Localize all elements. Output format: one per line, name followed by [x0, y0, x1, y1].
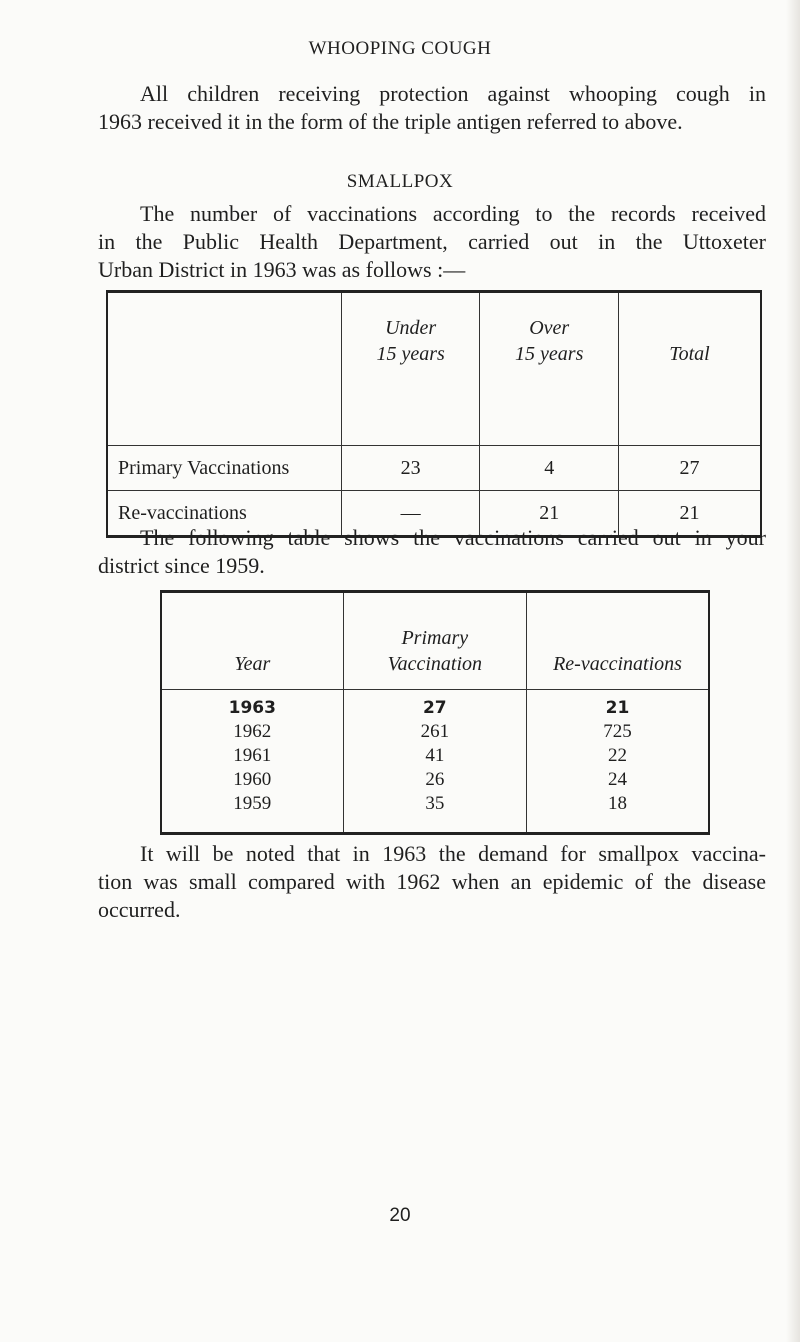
page-edge: [786, 0, 800, 1342]
page-number: 20: [389, 1205, 411, 1226]
row-label: Primary Vaccinations: [107, 446, 341, 491]
table-header-over-15: [480, 292, 619, 446]
table-cell: 26: [343, 768, 526, 792]
table-cell: 261: [343, 720, 526, 744]
paragraph-line: The following table shows the vaccinations carried out in your: [140, 525, 766, 550]
table-header-blank: [107, 292, 341, 446]
table-cell: 22: [608, 745, 627, 766]
table-row: [161, 792, 709, 834]
table-header-year: Year: [161, 592, 343, 690]
table-cell-year: 1963: [161, 690, 343, 721]
table-header-total: [618, 292, 761, 446]
table-row: [161, 720, 709, 744]
table-cell: 21: [605, 698, 630, 718]
table-cell: 27: [618, 446, 761, 491]
table-header-row: [107, 292, 761, 446]
paragraph-line: district since 1959.: [98, 553, 265, 578]
table-cell-year: 1961: [161, 744, 343, 768]
closing-paragraph: [98, 840, 766, 924]
header-line: Under 15 years: [376, 317, 445, 365]
row-label: Re-vaccinations: [107, 491, 341, 537]
table-row: [161, 744, 709, 768]
table-cell: 18: [608, 793, 627, 814]
table-cell: 27: [343, 690, 526, 721]
paragraph-line: in the Public Health Department, carried out in the Uttoxeter: [98, 229, 766, 254]
paragraph-line: occurred.: [98, 897, 181, 922]
table-header-row: [161, 592, 709, 690]
table-cell: 35: [343, 792, 526, 834]
vaccinations-by-age-table: [106, 290, 762, 538]
whooping-cough-paragraph: [98, 80, 766, 136]
table-cell: 23: [341, 446, 480, 491]
whooping-cough-heading: WHOOPING COUGH: [308, 38, 492, 59]
table-header-revaccinations: Re-vaccinations: [527, 592, 709, 690]
paragraph-line: All children receiving protection against whooping cough in: [140, 81, 766, 106]
table-cell-year: 1960: [161, 768, 343, 792]
table-cell: 24: [608, 769, 627, 790]
paragraph-line: 1963 received it in the form of the triple antigen referred to above.: [98, 109, 683, 134]
paragraph-line: Urban District in 1963 was as follows :—: [98, 257, 466, 282]
table-row: [161, 768, 709, 792]
header-line: Over 15 years: [515, 317, 584, 365]
table-cell: —: [341, 491, 480, 537]
table-cell: 725: [603, 721, 632, 742]
table-cell: 21: [618, 491, 761, 537]
history-intro-paragraph: [98, 524, 766, 580]
table-cell: 41: [343, 744, 526, 768]
table-cell: 21: [480, 491, 619, 537]
smallpox-paragraph: [98, 200, 766, 284]
header-line: Total: [669, 343, 710, 365]
smallpox-heading: SMALLPOX: [346, 171, 454, 192]
paragraph-line: tion was small compared with 1962 when an epidemic of the disease: [98, 869, 766, 894]
table-cell-year: 1962: [161, 720, 343, 744]
table-row: [107, 446, 761, 491]
table-header-primary-vaccination: Primary Vaccination: [343, 592, 526, 690]
table-row: [161, 690, 709, 721]
table-cell: 4: [480, 446, 619, 491]
paragraph-line: The number of vaccinations according to the records received: [140, 201, 766, 226]
table-header-under-15: [341, 292, 480, 446]
vaccinations-by-year-table: [160, 590, 710, 835]
paragraph-line: It will be noted that in 1963 the demand for smallpox vaccina-: [140, 841, 766, 866]
table-cell-year: 1959: [161, 792, 343, 834]
